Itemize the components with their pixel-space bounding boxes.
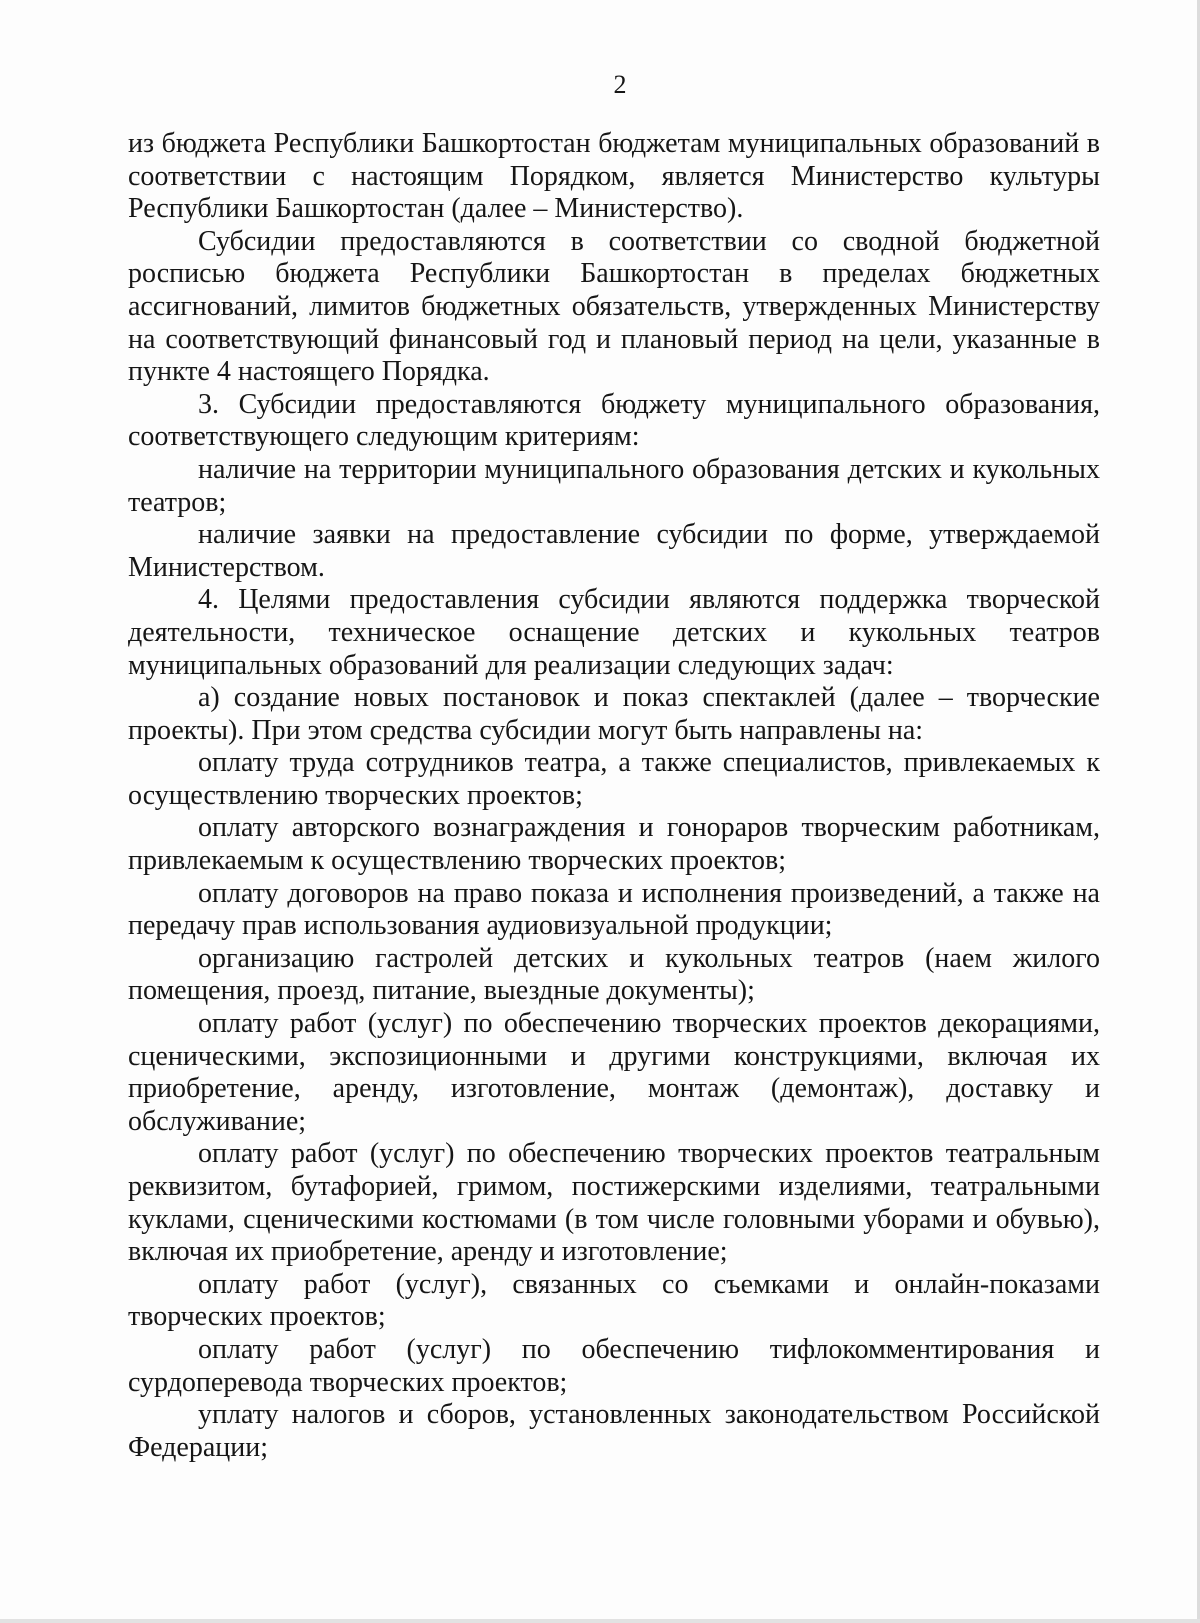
paragraph-criterion-theatres: наличие на территории муниципального образования детских и кукольных театров; — [128, 453, 1100, 518]
paragraph-item-4: 4. Целями предоставления субсидии являются поддержка творческой деятельности, техническое оснащение детских и кукольных театров муниципальных образований для реализации следующих задач: — [128, 584, 1100, 681]
page-number: 2 — [613, 70, 627, 99]
paragraph-expense-rights: оплату договоров на право показа и исполнения произведений, а также на передачу прав использования аудиовизуальной продукции; — [128, 877, 1100, 942]
scan-bottom-edge — [0, 1619, 1200, 1623]
paragraph-subitem-a: а) создание новых постановок и показ спектаклей (далее – творческие проекты). При этом средства субсидии могут быть направлены на: — [128, 682, 1100, 746]
paragraph-expense-scenery: оплату работ (услуг) по обеспечению творческих проектов декорациями, сценическими, экспозиционными и другими конструкциями, включая их приобретение, аренду, изготовление, монтаж (демонтаж), доставку и обслуживание; — [128, 1008, 1100, 1137]
paragraph-expense-fees: оплату авторского вознаграждения и гонораров творческим работникам, привлекаемым к осуществлению творческих проектов; — [128, 812, 1100, 877]
paragraph-expense-tours: организацию гастролей детских и кукольных театров (наем жилого помещения, проезд, питание, выездные документы); — [128, 942, 1100, 1007]
document-body — [128, 128, 1100, 1464]
paragraph-expense-props: оплату работ (услуг) по обеспечению творческих проектов театральным реквизитом, бутафорией, гримом, постижерскими изделиями, театральными куклами, сценическими костюмами (в том числе головными уборами и обувью), включая их приобретение, аренду и изготовление; — [128, 1138, 1100, 1268]
paragraph-expense-accessibility: оплату работ (услуг) по обеспечению тифлокомментирования и сурдоперевода творческих проектов; — [128, 1333, 1100, 1398]
paragraph-expense-taxes: уплату налогов и сборов, установленных законодательством Российской Федерации; — [128, 1399, 1100, 1463]
paragraph-expense-staff: оплату труда сотрудников театра, а также специалистов, привлекаемых к осуществлению творческих проектов; — [128, 747, 1100, 811]
paragraph-item-3: 3. Субсидии предоставляются бюджету муниципального образования, соответствующего следующим критериям: — [128, 388, 1100, 453]
paragraph-subsidies-provision: Субсидии предоставляются в соответствии со сводной бюджетной росписью бюджета Республики Башкортостан в пределах бюджетных ассигнований, лимитов бюджетных обязательств, утвержденных Министерству на соответствующий финансовый год и плановый период на цели, указанные в пункте 4 настоящего Порядка. — [128, 225, 1100, 388]
paragraph-criterion-application: наличие заявки на предоставление субсидии по форме, утверждаемой Министерством. — [128, 519, 1100, 583]
paragraph-continuation: из бюджета Республики Башкортостан бюджетам муниципальных образований в соответствии с настоящим Порядком, является Министерство культуры Республики Башкортостан (далее – Министерство). — [128, 128, 1100, 225]
paragraph-expense-filming: оплату работ (услуг), связанных со съемками и онлайн-показами творческих проектов; — [128, 1268, 1100, 1333]
